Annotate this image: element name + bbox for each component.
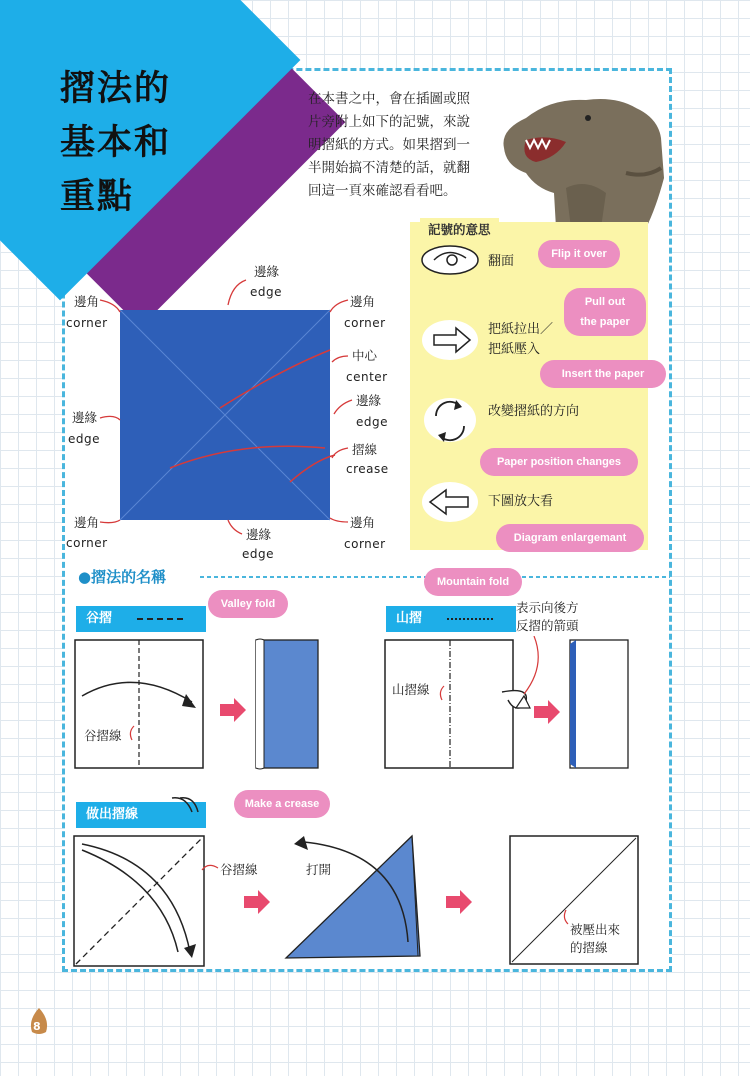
dinosaur-illustration: [496, 78, 666, 238]
flip-over-icon: [422, 246, 478, 274]
mountain-fold-bubble: Mountain fold: [424, 568, 522, 596]
valley-fold-title: 谷摺: [86, 611, 113, 626]
pull-out-bubble: [564, 288, 646, 336]
mountain-note-1: 表示向後方: [516, 600, 579, 615]
valley-dash-symbol: [137, 618, 183, 620]
edge-label-right: 邊緣: [356, 393, 382, 408]
mountain-fold-title: 山摺: [396, 611, 423, 626]
valley-fold-bar: [76, 606, 206, 632]
pull-out-label-1: 把紙拉出／: [488, 322, 554, 337]
mountain-line-label: 山摺線: [392, 682, 430, 697]
title-line-3: 重點: [60, 177, 135, 217]
crease-label: 摺線: [352, 442, 378, 457]
crease-valley-label: 谷摺線: [220, 862, 258, 877]
mountain-fold-bar: [386, 606, 516, 632]
open-label: 打開: [306, 862, 332, 877]
pull-out-line-1: Pull out: [584, 296, 626, 308]
edge-label-bottom-en: edge: [242, 547, 274, 561]
mountain-dash-symbol: [447, 618, 493, 620]
square-diagram: [110, 300, 340, 530]
intro-line-4: 半開始搞不清楚的話，就翻: [308, 160, 470, 176]
valley-fold-diagram: [74, 636, 334, 772]
legend-title: 記號的意思: [420, 218, 499, 240]
center-label-en: center: [346, 370, 388, 384]
intro-line-5: 回這一頁來確認看看吧。: [308, 183, 457, 199]
make-crease-bubble: Make a crease: [234, 790, 330, 818]
rotate-paper-bubble: Paper position changes: [480, 448, 638, 476]
edge-label-right-en: edge: [356, 415, 388, 429]
intro-line-1: 在本書之中，會在插圖或照: [308, 91, 470, 107]
corner-label-bl-en: corner: [66, 536, 108, 550]
result-label-2: 的摺線: [570, 940, 608, 955]
intro-line-2: 片旁附上如下的記號，來說: [308, 114, 470, 130]
corner-label-bl: 邊角: [74, 515, 100, 530]
edge-label-left: 邊緣: [72, 410, 98, 425]
pull-out-label-2: 把紙壓入: [488, 342, 541, 357]
corner-label-br: 邊角: [350, 515, 376, 530]
center-label: 中心: [352, 348, 378, 363]
crease-fold-icon: [168, 794, 204, 818]
flip-over-bubble: Flip it over: [538, 240, 620, 268]
legend-icons: [418, 240, 488, 540]
corner-label-tr: 邊角: [350, 294, 376, 309]
edge-label-left-en: edge: [68, 432, 100, 446]
valley-line-label: 谷摺線: [84, 728, 122, 743]
mountain-note-2: 反摺的箭頭: [516, 618, 579, 633]
edge-label-top-en: edge: [250, 285, 282, 299]
intro-paragraph: [308, 88, 496, 203]
page-title: [60, 62, 171, 224]
corner-label-tr-en: corner: [344, 316, 386, 330]
title-line-2: 基本和: [60, 123, 172, 163]
mountain-fold-diagram: [384, 636, 644, 772]
corner-label-tl: 邊角: [74, 294, 100, 309]
fold-names-heading: ●摺法的名稱: [78, 568, 167, 586]
insert-paper-bubble: Insert the paper: [540, 360, 666, 388]
corner-label-br-en: corner: [344, 537, 386, 551]
rotate-paper-label: 改變摺紙的方向: [488, 404, 580, 419]
enlarge-bubble: Diagram enlargemant: [496, 524, 644, 552]
flip-over-label: 翻面: [488, 254, 515, 269]
valley-fold-bubble: Valley fold: [208, 590, 288, 618]
enlarge-label: 下圖放大看: [488, 494, 554, 509]
rotate-paper-icon: [424, 398, 476, 442]
edge-label-bottom: 邊緣: [246, 527, 272, 542]
title-line-1: 摺法的: [60, 69, 172, 109]
corner-label-tl-en: corner: [66, 316, 108, 330]
result-label-1: 被壓出來: [570, 922, 621, 937]
page-number: 8: [33, 1020, 41, 1033]
make-crease-diagram: [72, 832, 652, 972]
crease-label-en: crease: [346, 462, 389, 476]
edge-label-top: 邊緣: [254, 264, 280, 279]
intro-line-3: 明摺紙的方式。如果摺到一: [308, 137, 470, 153]
pull-out-line-2: the paper: [580, 316, 630, 328]
make-crease-title: 做出摺線: [86, 807, 139, 822]
